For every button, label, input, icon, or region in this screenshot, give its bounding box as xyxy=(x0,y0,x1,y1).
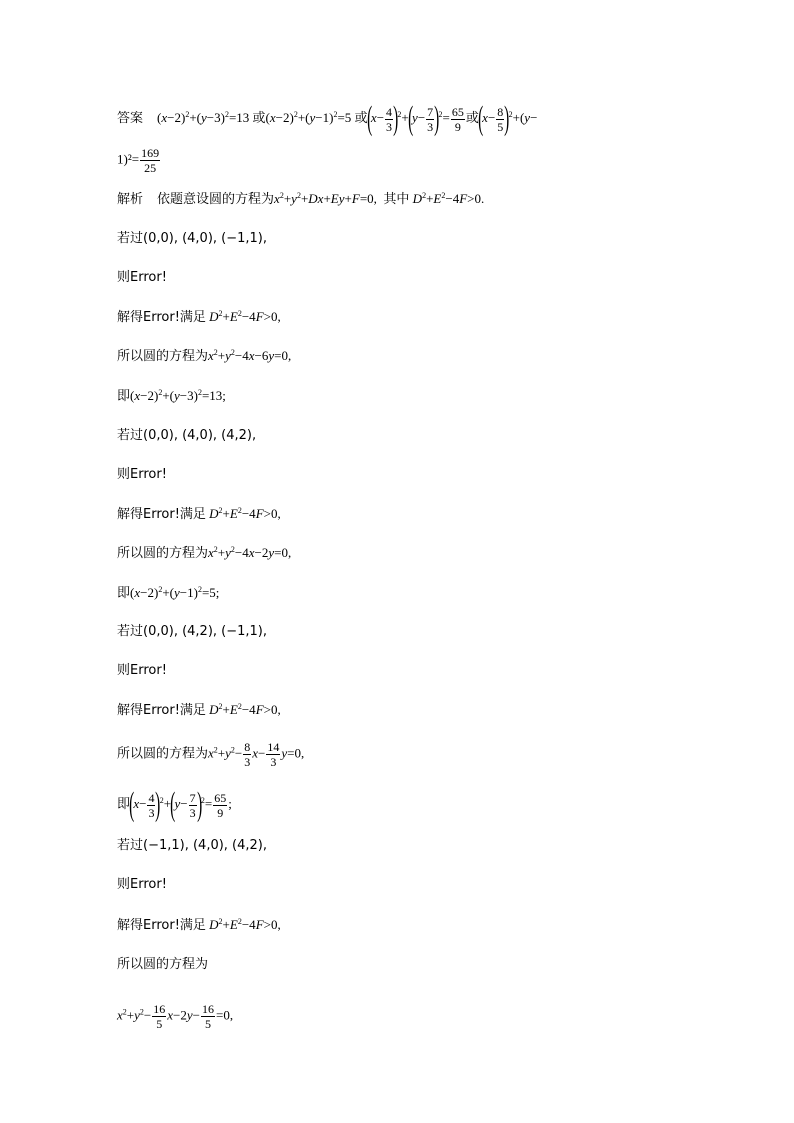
answer-line-2: 1)²= $\frac{169}{25}$ xyxy=(117,146,160,175)
fraction: $\frac{7}{3}$ xyxy=(427,104,434,134)
case-solve: 解得Error!满足 $D^2+E^2-4F>0$, xyxy=(117,506,281,522)
fraction: $\frac{8}{3}$ xyxy=(244,740,251,769)
case-equation: 所以圆的方程为$x^2+y^2-$ $\frac{8}{3}$ x− $\frac{14}{3}$ y=0, xyxy=(117,740,305,769)
analysis-intro: 解析 依题意设圆的方程为$x^2+y^2+Dx+Ey+F=0$, 其中 $D^2+E^2-4F>0$. xyxy=(117,191,485,207)
fraction: $\frac{65}{9}$ xyxy=(451,104,464,134)
answer-label: 答案 xyxy=(117,110,144,126)
case-equation: 所以圆的方程为$x^2+y^2-4x-2y=0$, xyxy=(117,545,292,561)
case-then: 则Error! xyxy=(117,663,167,678)
case-pass: 若过(0,0), (4,0), (−1,1), xyxy=(117,231,268,246)
case-then: 则Error! xyxy=(117,270,167,285)
fraction: $\frac{14}{3}$ xyxy=(267,740,280,769)
fraction: $\frac{16}{5}$ xyxy=(202,1002,214,1031)
case-pass: 若过(0,0), (4,2), (−1,1), xyxy=(117,624,268,639)
fraction: $\frac{169}{25}$ xyxy=(141,146,160,175)
case-pass: 若过(−1,1), (4,0), (4,2), xyxy=(117,838,268,853)
case-solve: 解得Error!满足 $D^2+E^2-4F>0$, xyxy=(117,309,281,325)
answer-line: 答案 $(x-2)^2+(y-3)^2=13$ 或$(x-2)^2+(y-1)^2=5$ 或(x− $\frac{4}{3}$ )$^2$+(y− $\frac{7}{3}$ )$^2$= $\frac{65}{9}$ 或(x− $\frac{8}{5}$ )$^2$+(y− xyxy=(117,100,538,137)
case-equation-prefix: 所以圆的方程为 xyxy=(117,957,209,972)
case-equation: $x^2+y^2-$ $\frac{16}{5}$ x−2y− $\frac{16}{5}$ =0, xyxy=(117,1002,234,1031)
fraction: $\frac{65}{9}$ xyxy=(214,790,227,820)
case-pass: 若过(0,0), (4,0), (4,2), xyxy=(117,428,257,443)
fraction: $\frac{4}{3}$ xyxy=(386,104,393,134)
case-solve: 解得Error!满足 $D^2+E^2-4F>0$, xyxy=(117,917,281,933)
fraction: $\frac{7}{3}$ xyxy=(189,790,196,820)
fraction: $\frac{8}{5}$ xyxy=(497,104,504,134)
case-standard-form: 即$(x-2)^2+(y-1)^2=5$; xyxy=(117,585,220,601)
analysis-label: 解析 xyxy=(117,192,144,207)
case-equation: 所以圆的方程为$x^2+y^2-4x-6y=0$, xyxy=(117,348,292,364)
fraction: $\frac{4}{3}$ xyxy=(148,790,155,820)
case-then: 则Error! xyxy=(117,467,167,482)
case-standard-form: 即$(x-2)^2+(y-3)^2=13$; xyxy=(117,388,226,404)
case-standard-form: 即(x− $\frac{4}{3}$ )$^2$+(y− $\frac{7}{3}$ )$^2$= $\frac{65}{9}$ ; xyxy=(117,786,232,823)
case-then: 则Error! xyxy=(117,877,167,892)
fraction: $\frac{16}{5}$ xyxy=(153,1002,166,1031)
case-solve: 解得Error!满足 $D^2+E^2-4F>0$, xyxy=(117,702,281,718)
